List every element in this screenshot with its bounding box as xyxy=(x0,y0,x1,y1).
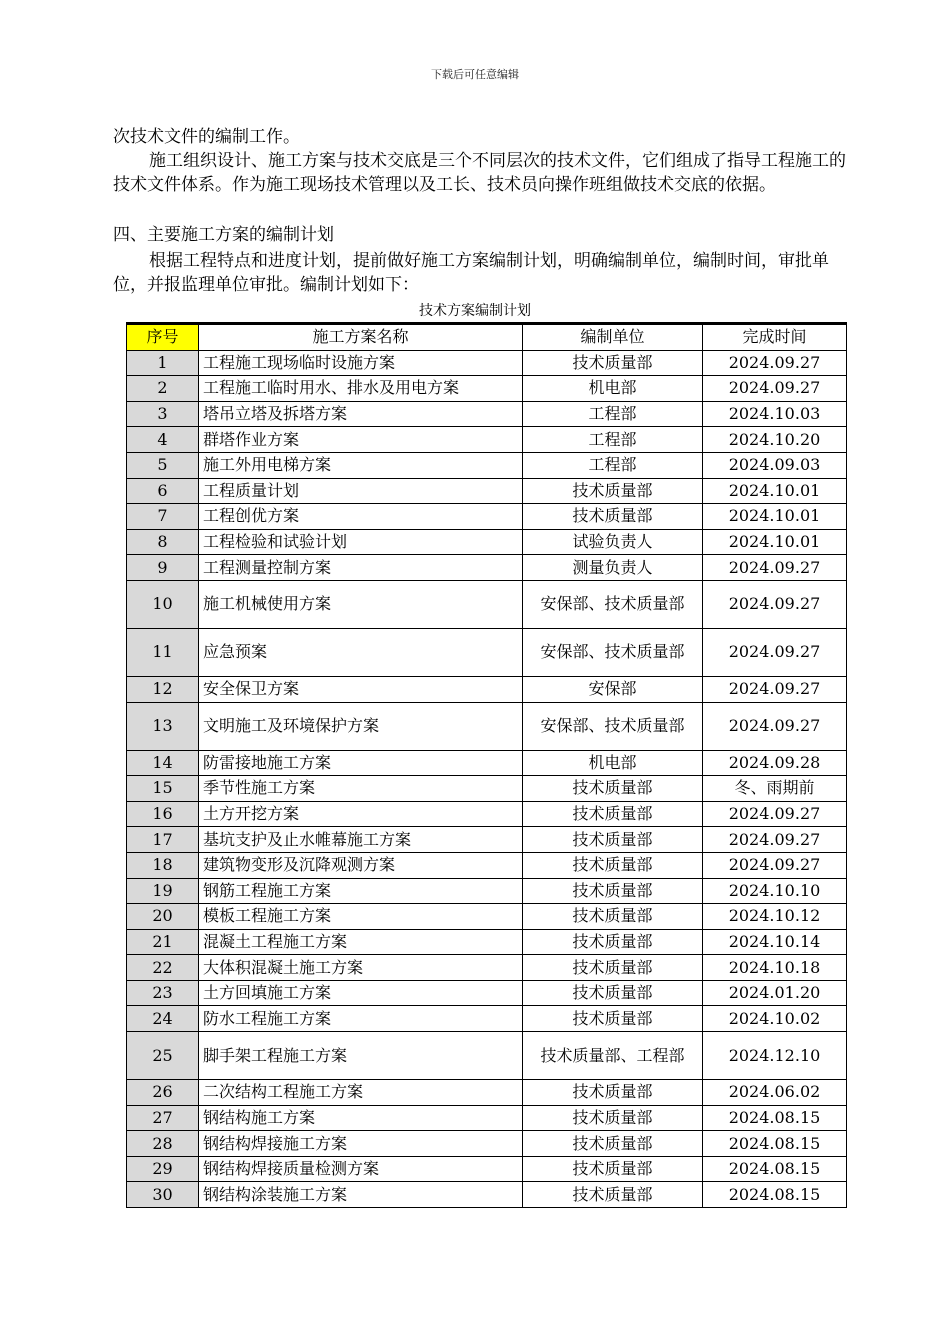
row-index: 8 xyxy=(127,529,199,555)
row-plan-name: 防雷接地施工方案 xyxy=(199,750,523,776)
table-row xyxy=(127,750,847,776)
table-row xyxy=(127,929,847,955)
row-index: 4 xyxy=(127,427,199,453)
row-date: 2024.10.02 xyxy=(703,1006,847,1032)
table-row xyxy=(127,628,847,676)
row-index: 16 xyxy=(127,801,199,827)
row-date: 2024.09.27 xyxy=(703,702,847,750)
row-unit: 安保部、技术质量部 xyxy=(523,628,703,676)
row-unit: 技术质量部 xyxy=(523,350,703,376)
row-plan-name: 防水工程施工方案 xyxy=(199,1006,523,1032)
paragraph-plan-intro: 根据工程特点和进度计划，提前做好施工方案编制计划，明确编制单位，编制时间，审批单位，并报监理单位审批。编制计划如下： xyxy=(113,251,829,295)
table-row xyxy=(127,1156,847,1182)
row-date: 2024.09.28 xyxy=(703,750,847,776)
row-index: 17 xyxy=(127,827,199,853)
row-date: 2024.10.10 xyxy=(703,878,847,904)
row-unit: 技术质量部 xyxy=(523,827,703,853)
table-row xyxy=(127,427,847,453)
row-date: 2024.10.01 xyxy=(703,478,847,504)
header-index: 序号 xyxy=(127,324,199,351)
table-row xyxy=(127,801,847,827)
table-row xyxy=(127,955,847,981)
row-plan-name: 土方开挖方案 xyxy=(199,801,523,827)
table-row xyxy=(127,1182,847,1208)
row-plan-name: 钢结构施工方案 xyxy=(199,1105,523,1131)
table-row xyxy=(127,555,847,581)
table-row xyxy=(127,452,847,478)
row-index: 25 xyxy=(127,1032,199,1080)
row-plan-name: 施工外用电梯方案 xyxy=(199,452,523,478)
table-caption: 技术方案编制计划 xyxy=(419,303,531,319)
row-unit: 技术质量部 xyxy=(523,852,703,878)
row-index: 22 xyxy=(127,955,199,981)
row-index: 3 xyxy=(127,401,199,427)
page-header-note: 下载后可任意编辑 xyxy=(431,68,519,81)
row-unit: 工程部 xyxy=(523,452,703,478)
row-date: 2024.09.27 xyxy=(703,555,847,581)
section-heading: 四、主要施工方案的编制计划 xyxy=(113,225,334,245)
table-row xyxy=(127,904,847,930)
row-plan-name: 模板工程施工方案 xyxy=(199,904,523,930)
row-index: 23 xyxy=(127,980,199,1006)
table-row xyxy=(127,529,847,555)
row-unit: 测量负责人 xyxy=(523,555,703,581)
table-row xyxy=(127,580,847,628)
row-plan-name: 工程测量控制方案 xyxy=(199,555,523,581)
row-plan-name: 二次结构工程施工方案 xyxy=(199,1080,523,1106)
row-index: 24 xyxy=(127,1006,199,1032)
row-plan-name: 塔吊立塔及拆塔方案 xyxy=(199,401,523,427)
row-date: 2024.08.15 xyxy=(703,1156,847,1182)
row-date: 2024.08.15 xyxy=(703,1182,847,1208)
row-unit: 技术质量部 xyxy=(523,1182,703,1208)
row-date: 2024.09.27 xyxy=(703,827,847,853)
row-index: 1 xyxy=(127,350,199,376)
row-plan-name: 应急预案 xyxy=(199,628,523,676)
row-unit: 机电部 xyxy=(523,376,703,402)
row-index: 15 xyxy=(127,776,199,802)
header-plan-name: 施工方案名称 xyxy=(199,324,523,351)
row-date: 2024.09.27 xyxy=(703,801,847,827)
table-row xyxy=(127,1006,847,1032)
paragraph-tech-documents: 施工组织设计、施工方案与技术交底是三个不同层次的技术文件，它们组成了指导工程施工的技术文件体系。作为施工现场技术管理以及工长、技术员向操作班组做技术交底的依据。 xyxy=(113,151,846,195)
row-plan-name: 工程施工临时用水、排水及用电方案 xyxy=(199,376,523,402)
row-unit: 技术质量部 xyxy=(523,478,703,504)
row-unit: 安保部 xyxy=(523,676,703,702)
row-unit: 工程部 xyxy=(523,401,703,427)
row-unit: 工程部 xyxy=(523,427,703,453)
row-date: 2024.10.03 xyxy=(703,401,847,427)
row-unit: 技术质量部 xyxy=(523,980,703,1006)
table-body xyxy=(127,350,847,1207)
row-date: 2024.09.03 xyxy=(703,452,847,478)
row-plan-name: 大体积混凝土施工方案 xyxy=(199,955,523,981)
row-index: 13 xyxy=(127,702,199,750)
row-plan-name: 工程创优方案 xyxy=(199,504,523,530)
row-date: 2024.10.01 xyxy=(703,529,847,555)
row-plan-name: 施工机械使用方案 xyxy=(199,580,523,628)
row-unit: 技术质量部 xyxy=(523,776,703,802)
row-index: 20 xyxy=(127,904,199,930)
row-date: 2024.08.15 xyxy=(703,1105,847,1131)
row-unit: 技术质量部 xyxy=(523,1156,703,1182)
row-date: 2024.06.02 xyxy=(703,1080,847,1106)
row-date: 2024.10.12 xyxy=(703,904,847,930)
row-index: 30 xyxy=(127,1182,199,1208)
row-index: 28 xyxy=(127,1131,199,1157)
row-index: 21 xyxy=(127,929,199,955)
row-plan-name: 建筑物变形及沉降观测方案 xyxy=(199,852,523,878)
row-index: 29 xyxy=(127,1156,199,1182)
table-row xyxy=(127,1105,847,1131)
row-plan-name: 混凝土工程施工方案 xyxy=(199,929,523,955)
row-date: 2024.09.27 xyxy=(703,628,847,676)
row-date: 2024.09.27 xyxy=(703,580,847,628)
row-plan-name: 钢结构焊接施工方案 xyxy=(199,1131,523,1157)
row-date: 2024.10.18 xyxy=(703,955,847,981)
row-unit: 技术质量部 xyxy=(523,1105,703,1131)
table-row xyxy=(127,776,847,802)
table-row xyxy=(127,350,847,376)
row-index: 11 xyxy=(127,628,199,676)
row-unit: 技术质量部 xyxy=(523,878,703,904)
row-index: 27 xyxy=(127,1105,199,1131)
table-row xyxy=(127,1032,847,1080)
row-unit: 技术质量部、工程部 xyxy=(523,1032,703,1080)
table-row xyxy=(127,1131,847,1157)
row-unit: 试验负责人 xyxy=(523,529,703,555)
table-row xyxy=(127,478,847,504)
row-index: 5 xyxy=(127,452,199,478)
row-index: 6 xyxy=(127,478,199,504)
header-date: 完成时间 xyxy=(703,324,847,351)
table-row xyxy=(127,376,847,402)
paragraph-continuation: 次技术文件的编制工作。 xyxy=(113,127,300,147)
table-row xyxy=(127,980,847,1006)
row-unit: 技术质量部 xyxy=(523,955,703,981)
table-row xyxy=(127,878,847,904)
table-row xyxy=(127,852,847,878)
row-index: 7 xyxy=(127,504,199,530)
row-date: 2024.10.01 xyxy=(703,504,847,530)
row-plan-name: 基坑支护及止水帷幕施工方案 xyxy=(199,827,523,853)
row-plan-name: 群塔作业方案 xyxy=(199,427,523,453)
row-unit: 安保部、技术质量部 xyxy=(523,702,703,750)
row-date: 2024.01.20 xyxy=(703,980,847,1006)
row-index: 10 xyxy=(127,580,199,628)
header-unit: 编制单位 xyxy=(523,324,703,351)
row-plan-name: 工程检验和试验计划 xyxy=(199,529,523,555)
row-unit: 安保部、技术质量部 xyxy=(523,580,703,628)
row-date: 2024.12.10 xyxy=(703,1032,847,1080)
row-index: 2 xyxy=(127,376,199,402)
row-plan-name: 钢筋工程施工方案 xyxy=(199,878,523,904)
row-date: 2024.09.27 xyxy=(703,350,847,376)
row-index: 9 xyxy=(127,555,199,581)
row-index: 14 xyxy=(127,750,199,776)
row-plan-name: 钢结构涂装施工方案 xyxy=(199,1182,523,1208)
row-unit: 技术质量部 xyxy=(523,801,703,827)
row-unit: 技术质量部 xyxy=(523,929,703,955)
table-row xyxy=(127,827,847,853)
row-date: 冬、雨期前 xyxy=(703,776,847,802)
row-date: 2024.10.20 xyxy=(703,427,847,453)
row-unit: 技术质量部 xyxy=(523,1006,703,1032)
row-index: 12 xyxy=(127,676,199,702)
table-row xyxy=(127,504,847,530)
row-plan-name: 安全保卫方案 xyxy=(199,676,523,702)
table-row xyxy=(127,401,847,427)
row-plan-name: 钢结构焊接质量检测方案 xyxy=(199,1156,523,1182)
row-unit: 技术质量部 xyxy=(523,904,703,930)
table-row xyxy=(127,676,847,702)
row-plan-name: 土方回填施工方案 xyxy=(199,980,523,1006)
table-row xyxy=(127,1080,847,1106)
row-plan-name: 脚手架工程施工方案 xyxy=(199,1032,523,1080)
row-plan-name: 文明施工及环境保护方案 xyxy=(199,702,523,750)
row-index: 19 xyxy=(127,878,199,904)
row-date: 2024.09.27 xyxy=(703,676,847,702)
row-date: 2024.09.27 xyxy=(703,376,847,402)
table-header-row xyxy=(127,324,847,351)
row-date: 2024.09.27 xyxy=(703,852,847,878)
row-unit: 机电部 xyxy=(523,750,703,776)
row-date: 2024.10.14 xyxy=(703,929,847,955)
row-index: 26 xyxy=(127,1080,199,1106)
row-unit: 技术质量部 xyxy=(523,1080,703,1106)
row-unit: 技术质量部 xyxy=(523,1131,703,1157)
row-plan-name: 工程质量计划 xyxy=(199,478,523,504)
row-index: 18 xyxy=(127,852,199,878)
row-plan-name: 季节性施工方案 xyxy=(199,776,523,802)
row-plan-name: 工程施工现场临时设施方案 xyxy=(199,350,523,376)
row-date: 2024.08.15 xyxy=(703,1131,847,1157)
plan-table xyxy=(126,322,847,1208)
table-row xyxy=(127,702,847,750)
row-unit: 技术质量部 xyxy=(523,504,703,530)
